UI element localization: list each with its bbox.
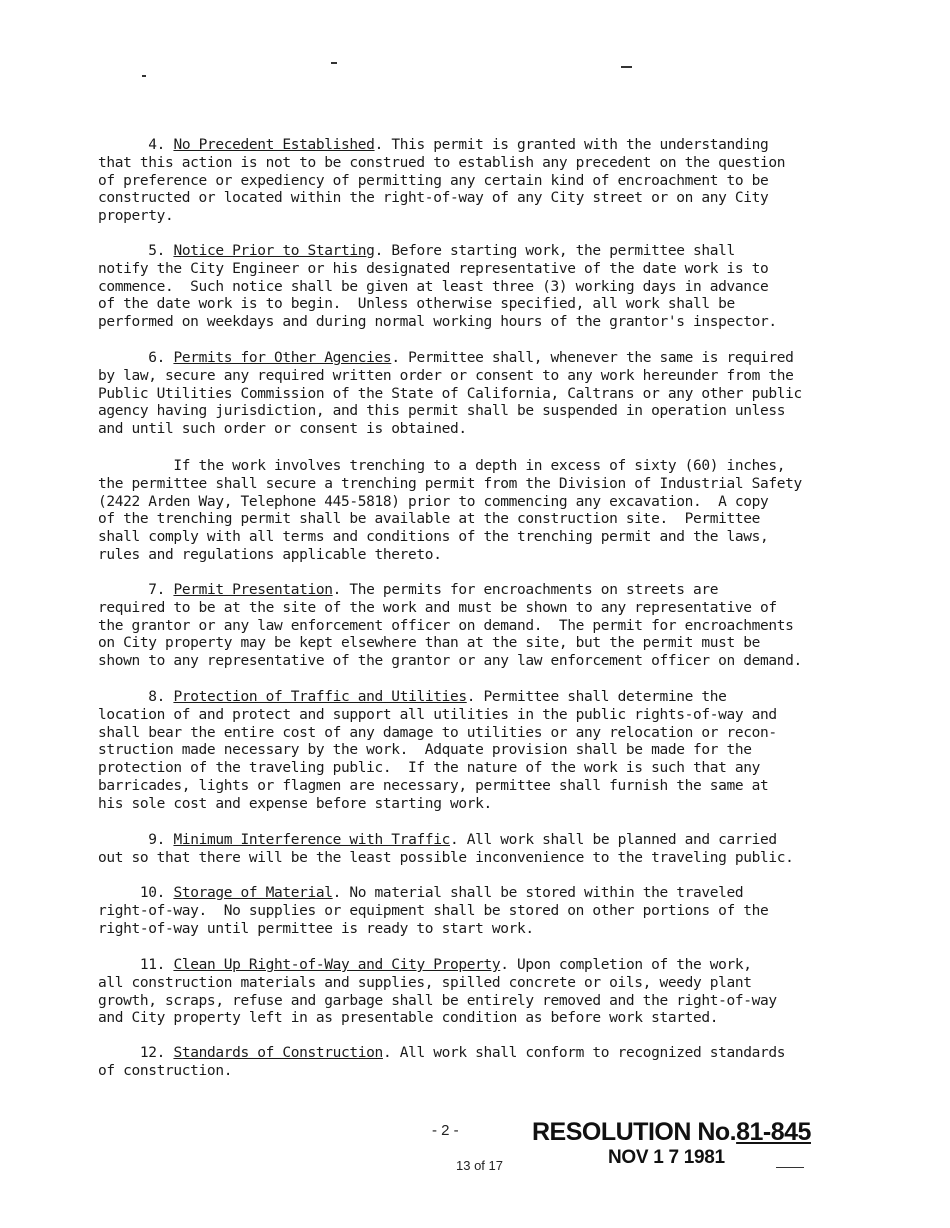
resolution-number: 81-845 [736, 1118, 811, 1146]
clause-title: Notice Prior to Starting [173, 243, 375, 259]
resolution-label: RESOLUTION No. [532, 1118, 737, 1146]
clause-title: No Precedent Established [173, 137, 375, 153]
clause-9 [98, 832, 878, 868]
clause-number: 9. [148, 832, 166, 848]
resolution-stamp [532, 1118, 811, 1147]
scan-speck [331, 62, 337, 64]
clause-title: Permits for Other Agencies [173, 350, 392, 366]
clause-5 [98, 243, 878, 332]
clause-11 [98, 957, 878, 1028]
clause-title: Standards of Construction [173, 1045, 383, 1061]
clause-body: . Before starting work, the permittee shall notify the City Engineer or his designated representative of the date work is to commence. Such notice shall be given at least three (3) working days in advance of the date work is to begin. Unless otherwise specified, all work shall be performed on weekdays and during normal working hours of the grantor's inspector. [98, 243, 777, 331]
clause-7 [98, 582, 878, 671]
clause-4 [98, 137, 878, 226]
clause-body: . Permittee shall, whenever the same is required by law, secure any required written order or consent to any work hereunder from the Public Utilities Commission of the State of California, Caltrans or any other public agency having jurisdiction, and this permit shall be suspended in operation unless and until such order or consent is obtained. [98, 350, 802, 438]
paragraph-body: If the work involves trenching to a depth in excess of sixty (60) inches, the permittee shall secure a trenching permit from the Division of Industrial Safety (2422 Arden Way, Telephone 445-5818) prior to commencing any excavation. A copy of the trenching permit shall be available at the construction site. Permittee shall comply with all terms and conditions of the trenching permit and the laws, rules and regulations applicable thereto. [98, 458, 802, 563]
scan-speck [142, 75, 146, 77]
clause-6 [98, 350, 878, 439]
clause-body: . The permits for encroachments on streets are required to be at the site of the work and must be shown to any representative of the grantor or any law enforcement officer on demand. The permit for encroachments on City property may be kept elsewhere than at the site, but the permit must be shown to any representative of the grantor or any law enforcement officer on demand. [98, 582, 802, 670]
clause-number: 8. [148, 689, 166, 705]
trenching-paragraph [98, 458, 878, 565]
clause-number: 11. [139, 957, 166, 973]
clause-number: 12. [139, 1045, 166, 1061]
clause-body: . No material shall be stored within the traveled right-of-way. No supplies or equipment shall be stored on other portions of the right-of-way until permittee is ready to start work. [98, 885, 769, 937]
clause-12 [98, 1045, 878, 1081]
clause-title: Permit Presentation [173, 582, 333, 598]
clause-body: . All work shall conform to recognized standards of construction. [98, 1045, 786, 1079]
clause-8 [98, 689, 878, 814]
clause-number: 7. [148, 582, 166, 598]
clause-number: 5. [148, 243, 166, 259]
clause-number: 4. [148, 137, 166, 153]
clause-number: 10. [139, 885, 166, 901]
date-stamp: NOV 1 7 1981 [608, 1147, 725, 1168]
clause-body: . Upon completion of the work, all construction materials and supplies, spilled concrete or oils, weedy plant growth, scraps, refuse and garbage shall be entirely removed and the right-of-way and City property left in as presentable condition as before work started. [98, 957, 777, 1027]
clause-title: Storage of Material [173, 885, 333, 901]
page-count: 13 of 17 [456, 1158, 503, 1173]
page-number: - 2 - [432, 1122, 459, 1139]
clause-body: . This permit is granted with the understanding that this action is not to be construed to establish any precedent on the question of preference or expediency of permitting any certain kind of encroachment to be constructed or located within the right-of-way of any City street or on any City property. [98, 137, 786, 225]
clause-10 [98, 885, 878, 938]
stamp-underline [776, 1167, 804, 1168]
clause-body: . All work shall be planned and carried out so that there will be the least possible inconvenience to the traveling public. [98, 832, 794, 866]
clause-title: Clean Up Right-of-Way and City Property [173, 957, 501, 973]
clause-body: . Permittee shall determine the location of and protect and support all utilities in the public rights-of-way and shall bear the entire cost of any damage to utilities or any relocation or recon- struction made necessary by the work. Adquate provision shall be made for the protection of the traveling public. If the nature of the work is such that any barricades, lights or flagmen are necessary, permittee shall furnish the same at his sole cost and expense before starting work. [98, 689, 777, 812]
clause-number: 6. [148, 350, 166, 366]
clause-title: Minimum Interference with Traffic [173, 832, 450, 848]
clause-title: Protection of Traffic and Utilities [173, 689, 467, 705]
scan-speck [621, 66, 632, 68]
